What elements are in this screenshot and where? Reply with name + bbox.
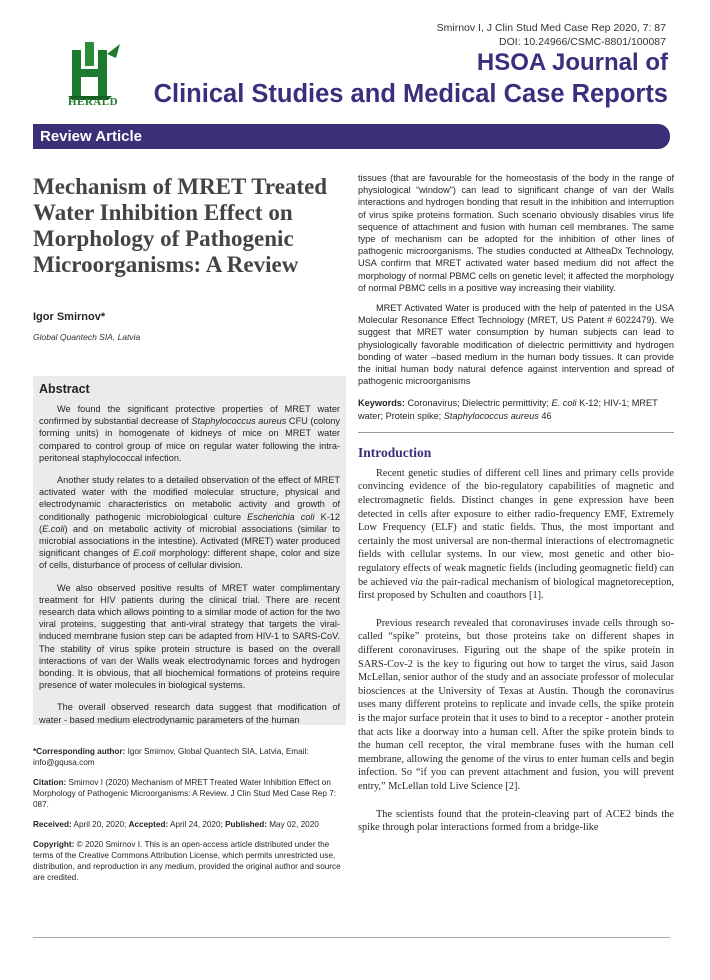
corresponding-author-label: *Corresponding author:	[33, 747, 126, 756]
author-name: Igor Smirnov*	[33, 311, 106, 323]
text-run: Another study relates to a detailed observation of the effect of MRET activated water with the modified molecular structure, physical and electrodynamic characteristics on metabolic activity and growth of conditionally pathogenic microbiological culture	[39, 475, 340, 522]
intro-paragraph: The scientists found that the protein-cleaving part of ACE2 binds the spike through polar interactions formed from a bridge-like	[358, 808, 674, 834]
italic-word: via	[410, 576, 423, 588]
accepted-label: Accepted:	[128, 820, 169, 829]
page-citation	[437, 22, 666, 49]
doi-line: DOI: 10.24966/CSMC-8801/100087	[499, 35, 666, 48]
keywords-label: Keywords:	[358, 398, 405, 409]
journal-title-line1: HSOA Journal of	[476, 49, 668, 76]
species-name: E. coli	[551, 398, 577, 409]
footer-rule	[33, 937, 670, 938]
article-title: Mechanism of MRET Treated Water Inhibition Effect on Morphology of Pathogenic Microorganisms: A Review	[33, 174, 328, 277]
received-date: April 20, 2020;	[71, 820, 129, 829]
text-run: K-12; HIV-1; MRET water; Protein spike;	[358, 398, 658, 421]
abstract-paragraph-mret: MRET Activated Water is produced with the help of patented in the USA Molecular Resonance Effect Technology (MRET, US Patent # 6022479). We suggest that MRET water consumption by human subjects can lead to physiologically favorable modification of dielectric permittivity and hydrogen bonding of water –based medium in the human body tissues. It can provide the initial human body natural defence against intervention and spread of pathogenic microorganisms	[358, 303, 674, 387]
text-run: ) and on metabolic activity of microbial associations (similar to microbial associations in the intestine). Activated (MRET) water produced significant changes of	[39, 523, 340, 559]
abstract-continuation: tissues (that are favourable for the homeostasis of the body in the range of physiological “window”) can lead to significant change of van der Walls interactions and hydrogen bonding that result in the inhibition and interruption of virus spike proteins formation. Such scenario obviously disables virus life sequence of attachment and fusion with human cell membranes. The same type of mechanism can be adopted for the inhibition of other lines of pathogenic microorganisms. The studies conducted at AltheaDx Technology, USA confirm that MRET activated water based medium did not affect the morphology of normal PBMC cells on genetic level; it affected the morphology of normal PBMC cells in a positive way increasing their viability.	[358, 173, 674, 293]
copyright-label: Copyright:	[33, 840, 75, 849]
corresponding-author	[33, 746, 346, 768]
keywords	[358, 397, 674, 421]
received-label: Received:	[33, 820, 72, 829]
herald-logo-icon	[64, 40, 126, 100]
corresponding-author-text: Igor Smirnov, Global Quantech SIA, Latvia, Email: info@gqusa.com	[33, 747, 309, 767]
species-name: E.coli	[133, 548, 156, 559]
abstract-paragraph	[39, 474, 340, 572]
text-run: CFU (colony forming units) in homogenate of kidneys of mice on MRET water compared to control group of mice on regular water following the intra-peritoneal staphylococcal infection.	[39, 416, 341, 463]
intro-paragraph	[358, 467, 674, 603]
citation-text: Smirnov I (2020) Mechanism of MRET Treated Water Inhibition Effect on Morphology of Pathogenic Microorganisms: A Review. J Clin Stud Med Case Rep 7: 087.	[33, 778, 337, 809]
article-dates	[33, 819, 346, 830]
intro-paragraph: Previous research revealed that coronaviruses invade cells through so-called “spike” proteins, but those proteins take on different shapes in different coronaviruses. Figuring out the shape of the spike protein in SARS-Cov-2 is the key to figuring out how to target the virus, said Jason McLellan, senior author of the study and an associate professor of molecular biosciences at the University of Texas at Austin. Though the coronavirus uses many different proteins to replicate and invade cells, the spike protein is the major surface protein that it uses to bind to a receptor - another protein that acts like a doorway into a human cell. After the spike protein binds to the human cell receptor, the viral membrane fuses with the human cell membrane, allowing the genome of the virus to enter human cells and begin infection. So “if you can prevent attachment and fusion, you will prevent entry,” McLellan told Live Science [2].	[358, 617, 674, 792]
text-run: K-12 (	[39, 511, 340, 534]
copyright-text: © 2020 Smirnov I. This is an open-access article distributed under the terms of the Creative Commons Attribution License, which permits unrestricted use, distribution, and reproduction in any medium, provided the original author and source are credited.	[33, 840, 341, 882]
logo-wordmark: HERALD	[67, 96, 119, 108]
species-name: Staphylococcus aureus	[443, 410, 539, 421]
abstract-paragraph: We also observed positive results of MRET water complimentary treatment for HIV patients during the clinical trial. There are recent research data which allows pointing to a similar mode of action for the two viral proteins, suggesting that anti-viral strategy that targets the viral-induced membrane fusion step can be adapted from HIV-1 to SARS-CoV. The stability of virus spike protein structure is based on the overall interactions of van der Walls weak electrodynamic forces and hydrogen bonding. It is obvious, that all biochemical formations of proteins require presence of water molecules in biological systems.	[39, 582, 340, 691]
species-name: Staphylococcus aureus	[191, 416, 287, 427]
citation-label: Citation:	[33, 778, 67, 787]
right-column	[358, 172, 674, 835]
left-column	[33, 172, 346, 883]
article-type-banner	[33, 124, 670, 149]
species-name: E.coli	[42, 523, 65, 534]
copyright-notice	[33, 839, 346, 883]
text-run: Recent genetic studies of different cell lines and primary cells provide convincing evidence of the bio-regulatory capabilities of magnetic and electromagnetic fields. Distinct changes in gene expression have been detected in cells after exposure to either radio-frequency EMF, Extremely Low Frequency (ELF) and static fields. Thus, the most important and certainly the most universal are non-thermal interactions of electromagnetic fields with cellular systems. In our view, most genetic and other bio-regulatory effects of weak magnetic fields (including geomagnetic field) can be achieved	[358, 467, 674, 588]
accepted-date: April 24, 2020;	[168, 820, 226, 829]
abstract-paragraph: The overall observed research data suggest that modification of water - based medium electrodynamic parameters of the human	[39, 702, 340, 725]
text-run: the pair-radical mechanism of biological magnetoreception, first proposed by Schulten and coauthors [1].	[358, 576, 674, 602]
text-run: 46	[538, 410, 552, 421]
citation-info	[33, 777, 346, 810]
published-date: May 02, 2020	[266, 820, 319, 829]
species-name: Escherichia coli	[247, 511, 315, 522]
text-run: Coronavirus; Dielectric permittivity;	[404, 398, 552, 409]
author-affiliation: Global Quantech SIA, Latvia	[33, 332, 141, 342]
section-divider	[358, 432, 674, 433]
abstract-box	[33, 376, 346, 725]
article-type-label: Review Article	[40, 128, 142, 145]
text-run: morphology: different shape, color and size of cells, disturbance of process of cellular division.	[39, 548, 340, 571]
text-run: We found the significant protective properties of MRET water confirmed by substantial decrease of	[39, 404, 340, 427]
journal-title	[154, 48, 668, 110]
abstract-paragraph	[39, 403, 340, 464]
published-label: Published:	[225, 820, 267, 829]
journal-title-line2: Clinical Studies and Medical Case Reports	[153, 80, 668, 108]
introduction-heading: Introduction	[358, 444, 432, 460]
abstract-heading: Abstract	[39, 382, 90, 396]
citation-line: Smirnov I, J Clin Stud Med Case Rep 2020, 7: 87	[436, 22, 666, 34]
